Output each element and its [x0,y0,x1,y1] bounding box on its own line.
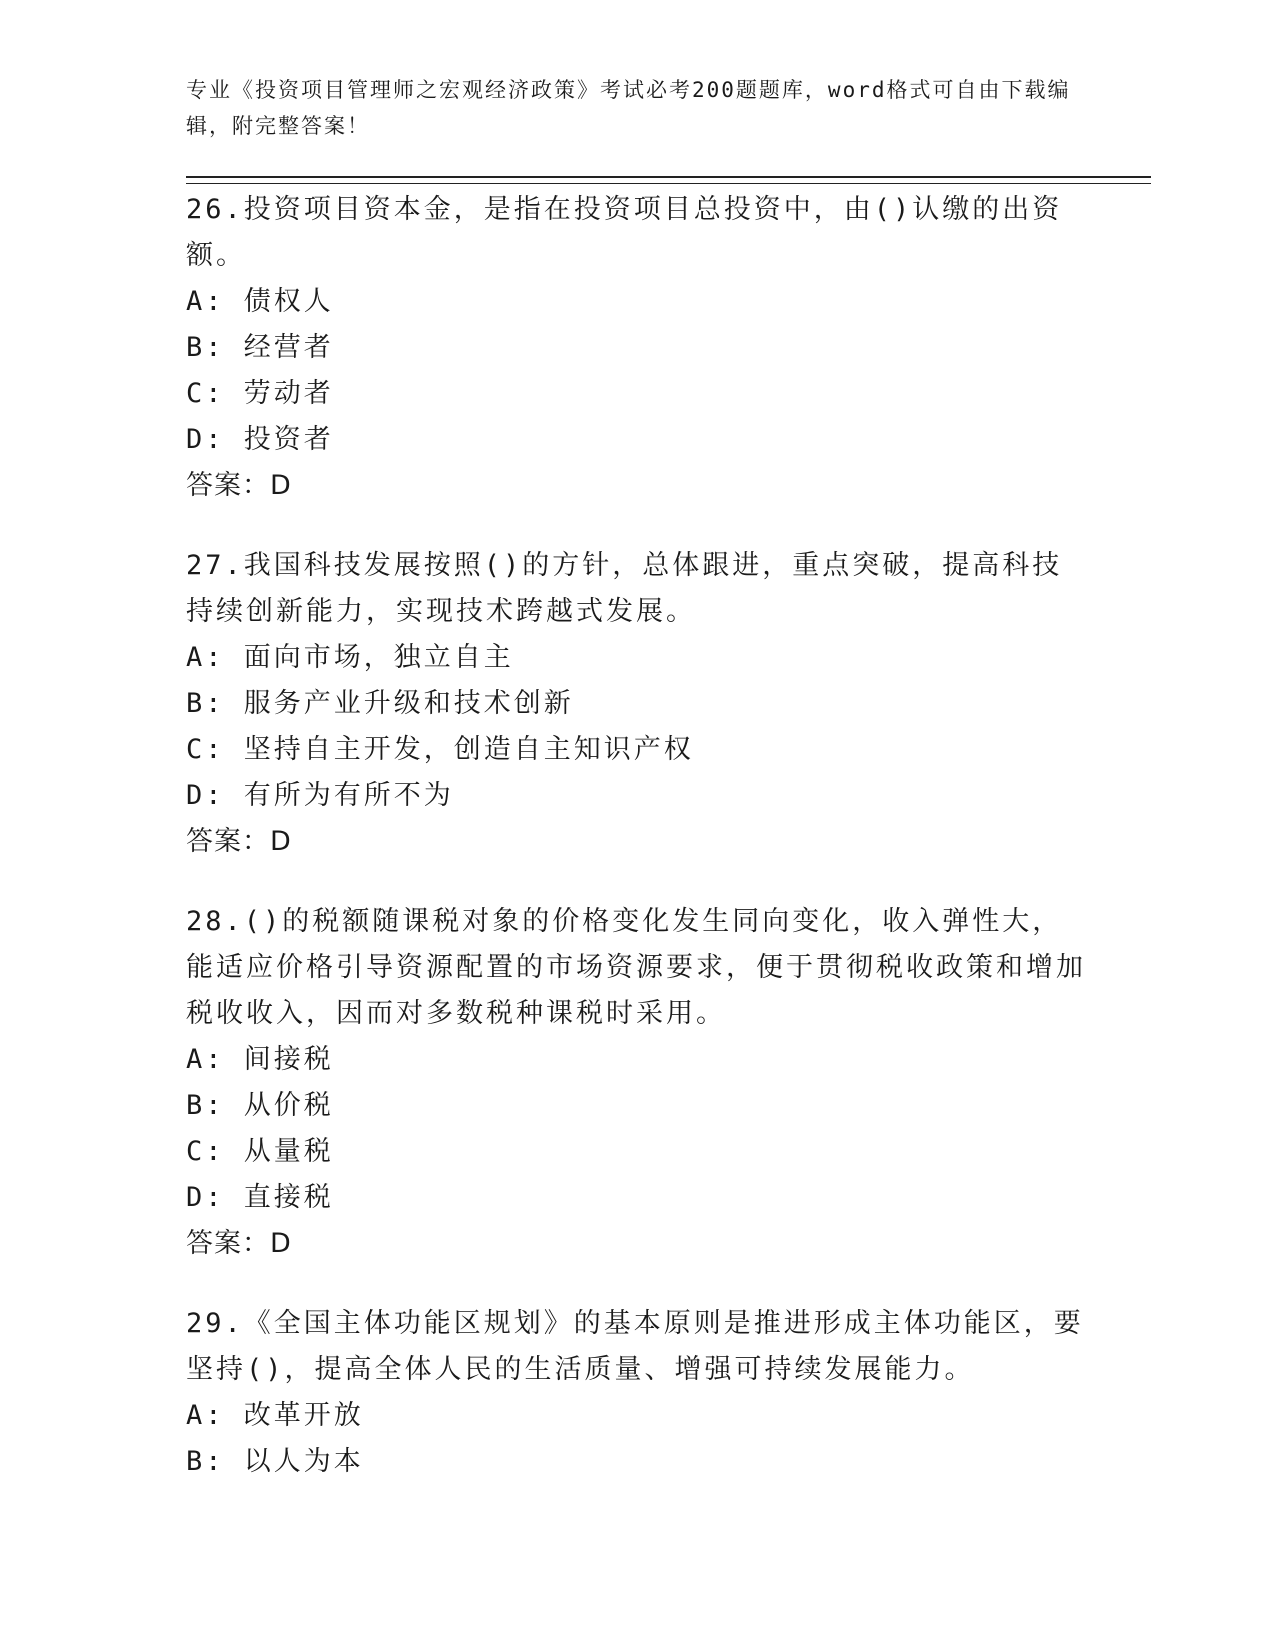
option-c: C: 坚持自主开发，创造自主知识产权 [186,734,694,765]
question-26 [186,187,1086,509]
question-text: 28.()的税额随课税对象的价格变化发生同向变化，收入弹性大，能适应价格引导资源配置的市场资源要求，便于贯彻税收政策和增加税收收入，因而对多数税种课税时采用。 [186,906,1086,1029]
answer-line: 答案：D [186,1228,292,1259]
option-d: D: 投资者 [186,424,334,455]
question-28 [186,899,1086,1267]
option-b: B: 以人为本 [186,1446,364,1477]
answer-line: 答案：D [186,826,292,857]
option-a: A: 间接税 [186,1044,334,1075]
question-text: 27.我国科技发展按照()的方针，总体跟进，重点突破，提高科技持续创新能力，实现技术跨越式发展。 [186,550,1063,627]
question-text: 29.《全国主体功能区规划》的基本原则是推进形成主体功能区，要坚持()，提高全体人民的生活质量、增强可持续发展能力。 [186,1308,1084,1385]
option-a: A: 改革开放 [186,1400,364,1431]
option-d: D: 有所为有所不为 [186,780,454,811]
option-d: D: 直接税 [186,1182,334,1213]
header-rule-thin [186,183,1151,184]
option-c: C: 从量税 [186,1136,334,1167]
answer-line: 答案：D [186,470,292,501]
question-text: 26.投资项目资本金，是指在投资项目总投资中，由()认缴的出资额。 [186,194,1063,271]
question-27 [186,543,1086,865]
option-b: B: 从价税 [186,1090,334,1121]
option-a: A: 债权人 [186,286,334,317]
header-rule-thick [186,176,1151,178]
option-b: B: 经营者 [186,332,334,363]
option-c: C: 劳动者 [186,378,334,409]
question-29 [186,1301,1086,1485]
option-a: A: 面向市场，独立自主 [186,642,514,673]
questions-list [186,187,1086,1519]
page-header: 专业《投资项目管理师之宏观经济政策》考试必考200题题库，word格式可自由下载编辑，附完整答案！ [186,78,1071,138]
option-b: B: 服务产业升级和技术创新 [186,688,574,719]
